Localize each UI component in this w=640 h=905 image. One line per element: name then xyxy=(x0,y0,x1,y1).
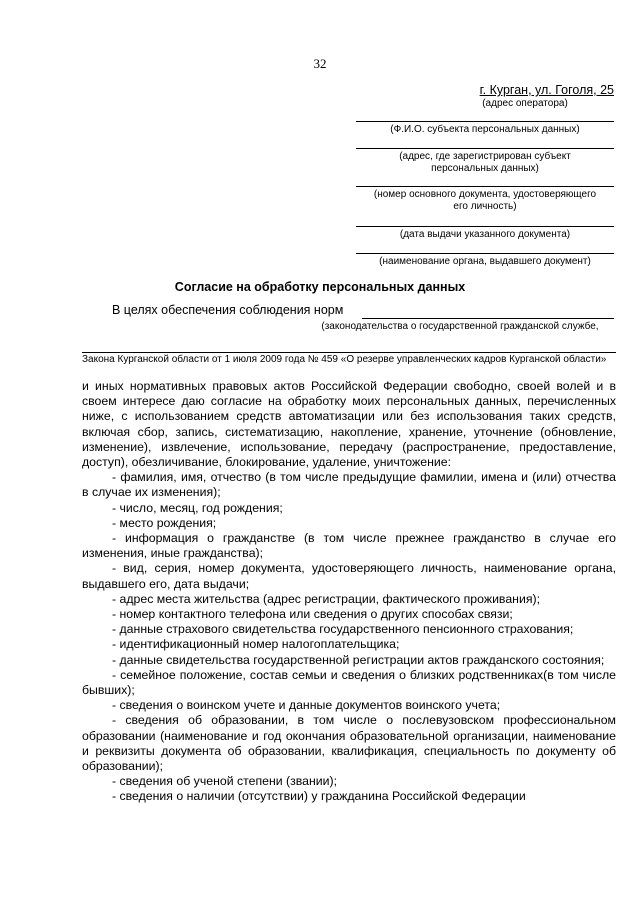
data-list-item: - данные страхового свидетельства государственного пенсионного страхования; xyxy=(112,622,574,637)
subject-address-line xyxy=(356,148,614,149)
purpose-fill-line xyxy=(362,318,614,319)
document-title: Согласие на обработку персональных данных xyxy=(174,280,466,294)
data-list-item: - адрес места жительства (адрес регистрации, фактического проживания); xyxy=(112,591,541,606)
consent-body xyxy=(82,379,616,805)
subject-address-caption-line-2: персональных данных) xyxy=(431,163,539,174)
data-list-item: - номер контактного телефона или сведения о других способах связи; xyxy=(112,607,513,622)
subject-name-caption: (Ф.И.О. субъекта персональных данных) xyxy=(390,124,580,135)
data-list-item: - идентификационный номер налогоплательщика; xyxy=(112,637,400,652)
data-list-item: - вид, серия, номер документа, удостоверяющего личность, наименование органа, выдавшего его, дата выдачи; xyxy=(82,561,616,591)
document-line xyxy=(356,186,614,187)
purpose-text: В целях обеспечения соблюдения норм xyxy=(112,303,344,317)
issue-date-line xyxy=(356,226,614,227)
page-number: 32 xyxy=(313,56,327,71)
document-caption-line-2: его личность) xyxy=(453,201,517,212)
issue-date-caption: (дата выдачи указанного документа) xyxy=(399,229,571,240)
data-list-item: - информация о гражданстве (в том числе прежнее гражданство в случае его изменения, иные гражданства); xyxy=(82,531,616,561)
data-list-item: - сведения о наличии (отсутствии) у гражданина Российской Федерации xyxy=(112,789,526,804)
purpose-caption: (законодательства о государственной гражданской службе, xyxy=(321,321,599,332)
issuer-caption: (наименование органа, выдавшего документ) xyxy=(379,256,591,267)
operator-address-caption: (адрес оператора) xyxy=(482,98,568,109)
data-list-item: - данные свидетельства государственной регистрации актов гражданского состояния; xyxy=(112,652,605,667)
data-list-item: - фамилия, имя, отчество (в том числе предыдущие фамилии, имена и (или) отчества в случае их изменения); xyxy=(82,470,616,500)
law-reference: Закона Курганской области от 1 июля 2009 года № 459 «О резерве управленческих кадров Курганской области» xyxy=(82,354,607,365)
issuer-line xyxy=(356,253,614,254)
data-list-item: - число, месяц, год рождения; xyxy=(112,500,283,515)
data-list-item: - сведения о воинском учете и данные документов воинского учета; xyxy=(112,698,501,713)
law-reference-line xyxy=(82,352,616,353)
consent-paragraph: и иных нормативных правовых актов Российской Федерации свободно, своей волей и в своем интересе даю согласие на обработку моих персональных данных, перечисленных ниже, с использованием средств автоматизации или без использования таких средств, включая сбор, запись, систематизацию, накопление, хранение, уточнение (обновление, изменение), извлечение, использование, передачу (распространение, предоставление, доступ), обезличивание, блокирование, удаление, уничтожение: xyxy=(82,379,616,470)
subject-address-caption-line-1: (адрес, где зарегистрирован субъект xyxy=(399,151,571,162)
data-list-item: - сведения об ученой степени (звании); xyxy=(112,774,338,789)
document-caption-line-1: (номер основного документа, удостоверяющего xyxy=(373,189,597,200)
subject-name-line xyxy=(356,121,614,122)
data-list-item: - сведения об образовании, в том числе о послевузовском профессиональном образовании (наименование и год окончания образовательной организации, наименование и реквизиты документа об образовании, квалификация, специальность по документу об образовании); xyxy=(82,713,616,774)
data-list-item: - семейное положение, состав семьи и сведения о близких родственниках(в том числе бывших); xyxy=(82,667,616,698)
data-list-item: - место рождения; xyxy=(112,515,217,530)
operator-address-value: г. Курган, ул. Гоголя, 25 xyxy=(479,83,614,97)
